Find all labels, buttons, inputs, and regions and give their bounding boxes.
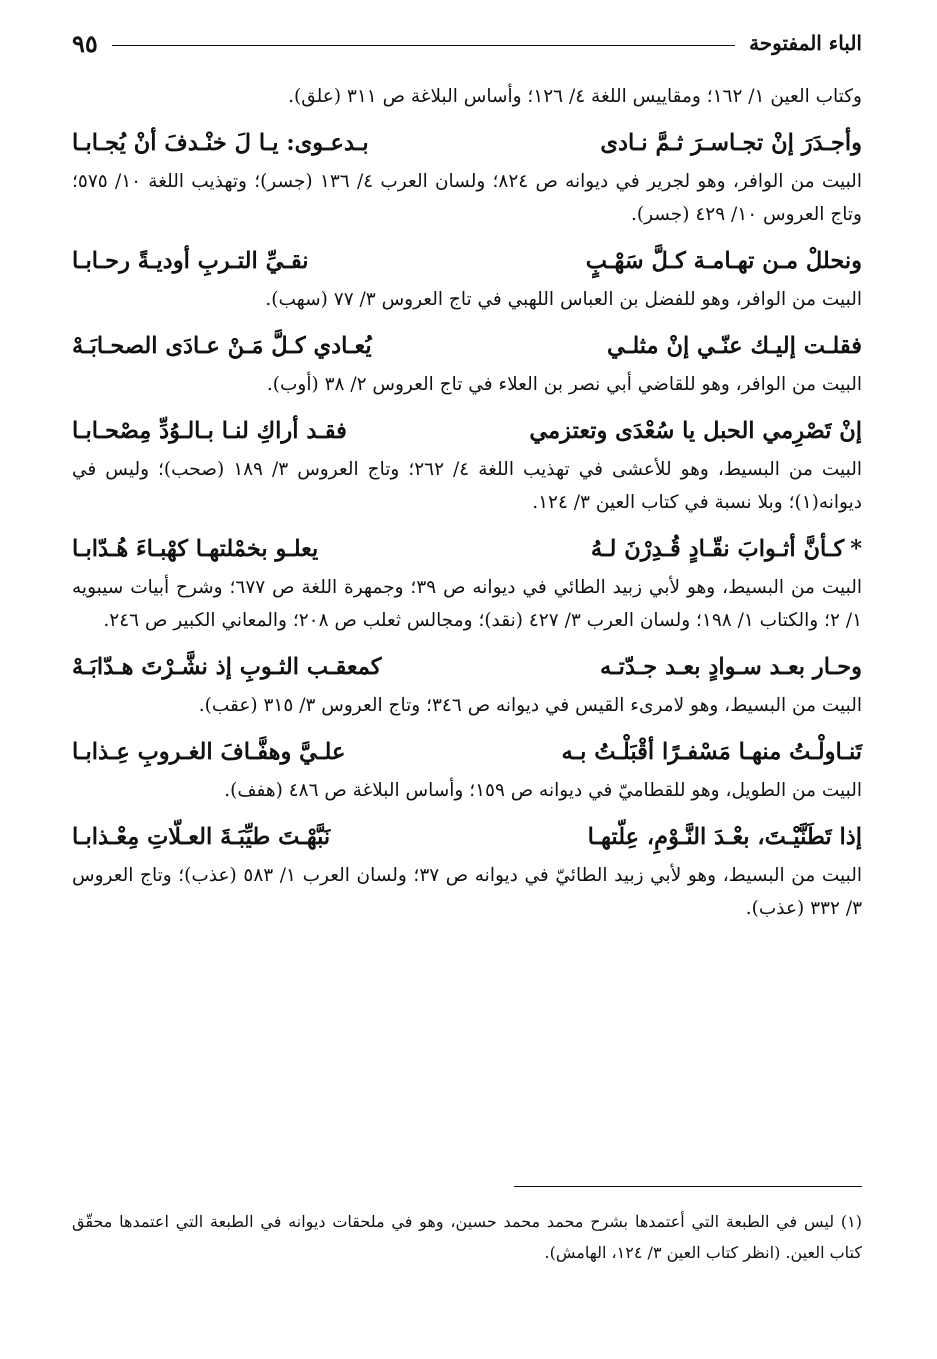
verse-source: البيت من الوافر، وهو للقاضي أبي نصر بن العلاء في تاج العروس ٢/ ٣٨ (أوب).	[266, 374, 862, 395]
verse-first-hemistich: تَنـاولْـتُ منهـا مَسْفـرًا أقْبَلْـتُ بـه	[561, 739, 862, 765]
running-title: الباء المفتوحة	[749, 31, 862, 55]
verse-line	[72, 239, 862, 283]
verse-second-hemistich: بـدعـوى: يـا لَ خنْـدفَ أنْ يُجـابـا	[72, 130, 369, 156]
verse-second-hemistich: نَبَّهْـتَ طيِّبَـةَ العـلّاتِ مِعْـذابـا	[72, 824, 331, 850]
verse-source: البيت من البسيط، وهو لأبي زبيد الطائي في ديوانه ص ٣٩؛ وجمهرة اللغة ص ٦٧٧؛ وشرح أبيات سيبويه ١/ ٢؛ والكتاب ١/ ١٩٨؛ ولسان العرب ٣/ ٤٢٧ (نقد)؛ ومجالس ثعلب ص ٢٠٨؛ والمعاني الكبير ص ٢٤٦.	[72, 577, 862, 631]
page-body	[72, 80, 862, 925]
verse-source: البيت من الطويل، وهو للقطاميّ في ديوانه ص ١٥٩؛ وأساس البلاغة ص ٤٨٦ (هفف).	[224, 780, 862, 801]
verse-first-hemistich: ونحللْ مـن تهـامـة كـلَّ سَهْـبٍ	[585, 248, 862, 274]
verse-entry-6	[72, 645, 862, 722]
verse-first-hemistich: وحـار بعـد سـوادٍ بعـد جـدّتـه	[599, 654, 862, 680]
verse-first-hemistich	[591, 529, 862, 569]
headword-marker: *	[850, 536, 862, 562]
verse-line	[72, 409, 862, 453]
verse-entry-1	[72, 121, 862, 231]
footnote-separator	[514, 1186, 862, 1187]
verse-entry-7	[72, 730, 862, 807]
page-header	[72, 28, 862, 58]
page-number: ٩٥	[72, 28, 98, 58]
verse-entry-3	[72, 324, 862, 401]
verse-second-hemistich: علـيَّ وهفَّـافَ الغـروبِ عِـذابـا	[72, 739, 346, 765]
footnote-text: (١) ليس في الطبعة التي أعتمدها بشرح محمد محمد حسين، وهو في ملحقات ديوانه في الطبعة التي اعتمدها محقّق كتاب العين. (انظر كتاب العين ٣/ ١٢٤، الهامش).	[72, 1212, 862, 1262]
verse-entry-8	[72, 815, 862, 925]
verse-first-hemistich: إنْ تَصْرِمي الحبل يا سُعْدَى وتعتزمي	[529, 418, 862, 444]
verse-entry-5	[72, 527, 862, 637]
verse-entry-2	[72, 239, 862, 316]
verse-source: البيت من الوافر، وهو لجرير في ديوانه ص ٨٢٤؛ ولسان العرب ٤/ ١٣٦ (جسر)؛ وتهذيب اللغة ١٠/ ٥٧٥؛ وتاج العروس ١٠/ ٤٢٩ (جسر).	[72, 171, 862, 225]
verse-line	[72, 645, 862, 689]
verse-first-hemistich: وأجـدَرَ إنْ تجـاسـرَ ثـمَّ نـادى	[600, 130, 862, 156]
verse-source: البيت من البسيط، وهو لامرىء القيس في ديوانه ص ٣٤٦؛ وتاج العروس ٣/ ٣١٥ (عقب).	[198, 695, 862, 716]
verse-first-hemistich: إذا تَطَنَّيْـتَ، بعْـدَ النَّـوْمِ، عِلّتهـا	[587, 824, 862, 850]
verse-line	[72, 527, 862, 571]
verse-first-hemistich: فقلـت إليـك عنّـي إنْ مثلـي	[606, 333, 862, 359]
verse-line	[72, 815, 862, 859]
verse-line	[72, 324, 862, 368]
verse-second-hemistich: يعلـو بخمْلتهـا كهْبـاءَ هُـدّابـا	[72, 536, 319, 562]
verse-second-hemistich: يُعـادي كـلَّ مَـنْ عـادَى الصحـابَـهْ	[72, 333, 372, 359]
header-rule	[112, 45, 735, 46]
verse-source: البيت من الوافر، وهو للفضل بن العباس اللهبي في تاج العروس ٣/ ٧٧ (سهب).	[265, 289, 862, 310]
verse-line	[72, 121, 862, 165]
verse-second-hemistich: كمعقـب الثـوبِ إذ نشَّـرْتَ هـدّابَـهْ	[72, 654, 382, 680]
verse-source: البيت من البسيط، وهو للأعشى في تهذيب اللغة ٤/ ٢٦٢؛ وتاج العروس ٣/ ١٨٩ (صحب)؛ وليس في ديوانه(١)؛ وبلا نسبة في كتاب العين ٣/ ١٢٤.	[72, 459, 862, 513]
verse-line	[72, 730, 862, 774]
verse-source: البيت من البسيط، وهو لأبي زبيد الطائيّ في ديوانه ص ٣٧؛ ولسان العرب ١/ ٥٨٣ (عذب)؛ وتاج العروس ٣/ ٣٣٢ (عذب).	[72, 865, 862, 919]
verse-first-hemistich-text: كـأنَّ أثـوابَ نقّـادٍ قُـدِرْنَ لـهُ	[590, 536, 845, 562]
intro-source-text: وكتاب العين ١/ ١٦٢؛ ومقاييس اللغة ٤/ ١٢٦؛ وأساس البلاغة ص ٣١١ (علق).	[288, 86, 862, 107]
verse-entry-4	[72, 409, 862, 519]
verse-second-hemistich: نقـيِّ التـربِ أوديـةً رحـابـا	[72, 248, 309, 274]
verse-second-hemistich: فقـد أراكِ لنـا بـالـوُدِّ مِصْحـابـا	[72, 418, 347, 444]
